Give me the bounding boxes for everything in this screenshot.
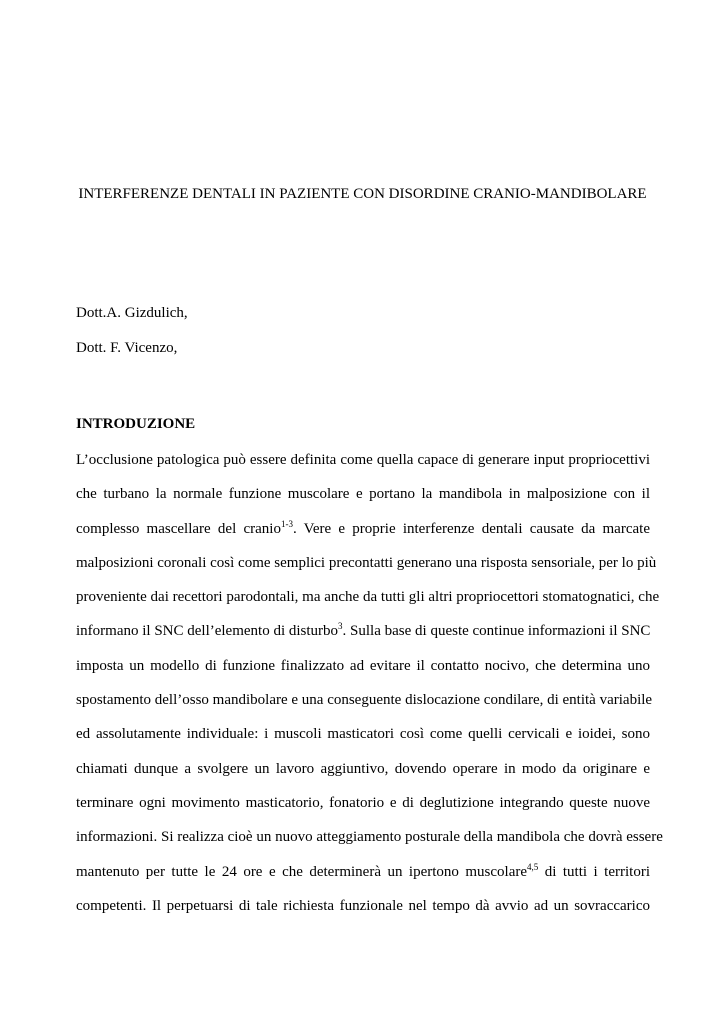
line-text: . Vere e proprie interferenze dentali causate da marcate	[292, 520, 650, 537]
line-text: terminare ogni movimento masticatorio, fonatorio e di deglutizione integrando queste nuove	[76, 794, 650, 811]
line-text: ed assolutamente individuale: i muscoli masticatori così come quelli cervicali e ioidei, sono	[76, 726, 650, 743]
author-2: Dott. F. Vicenzo,	[76, 340, 178, 356]
line-text: di tutti i territori	[538, 863, 650, 880]
document-title: INTERFERENZE DENTALI IN PAZIENTE CON DISORDINE CRANIO-MANDIBOLARE	[78, 186, 647, 202]
paragraph-line	[76, 519, 650, 553]
paragraph-line	[76, 896, 650, 930]
line-text: informazioni. Si realizza cioè un nuovo atteggiamento posturale della mandibola che dovrà essere	[76, 829, 663, 846]
paragraph-line	[76, 793, 650, 827]
paragraph-line	[76, 862, 650, 896]
line-text: L’occlusione patologica può essere definita come quella capace di generare input propriocettivi	[76, 452, 650, 468]
line-text: informano il SNC dell’elemento di disturbo	[76, 623, 339, 640]
line-text: che turbano la normale funzione muscolare e portano la mandibola in malposizione con il	[76, 486, 650, 503]
citation-superscript: 3	[338, 621, 343, 632]
paragraph-line	[76, 759, 650, 793]
paragraph-line	[76, 724, 650, 758]
paragraph-line	[76, 827, 663, 861]
line-text: spostamento dell’osso mandibolare e una conseguente dislocazione condilare, di entità variabile	[76, 692, 653, 709]
line-text: complesso mascellare del cranio	[76, 520, 281, 537]
paragraph-line	[76, 484, 650, 518]
paragraph-line	[76, 621, 650, 655]
body-paragraph	[76, 450, 663, 930]
author-1: Dott.A. Gizdulich,	[76, 305, 188, 321]
line-text: imposta un modello di funzione finalizzato ad evitare il contatto nocivo, che determina uno	[76, 657, 650, 674]
line-text: malposizioni coronali così come semplici precontatti generano una risposta sensoriale, per lo più	[76, 554, 657, 571]
line-text: proveniente dai recettori parodontali, ma anche da tutti gli altri propriocettori stomatognatici, che	[76, 589, 660, 606]
section-heading: INTRODUZIONE	[76, 416, 196, 432]
citation-superscript: 4,5	[527, 861, 539, 872]
paragraph-line	[76, 450, 650, 484]
citation-superscript: 1-3	[280, 518, 293, 529]
paragraph-line	[76, 587, 660, 621]
paragraph-line	[76, 553, 657, 587]
line-text: competenti. Il perpetuarsi di tale richiesta funzionale nel tempo dà avvio ad un sovraccarico	[76, 897, 650, 914]
paragraph-line	[76, 656, 650, 690]
line-text: . Sulla base di queste continue informazioni il SNC	[342, 623, 651, 640]
line-text: mantenuto per tutte le 24 ore e che determinerà un ipertono muscolare	[76, 863, 528, 880]
paragraph-line	[76, 690, 653, 724]
line-text: chiamati dunque a svolgere un lavoro aggiuntivo, dovendo operare in modo da originare e	[76, 760, 650, 777]
